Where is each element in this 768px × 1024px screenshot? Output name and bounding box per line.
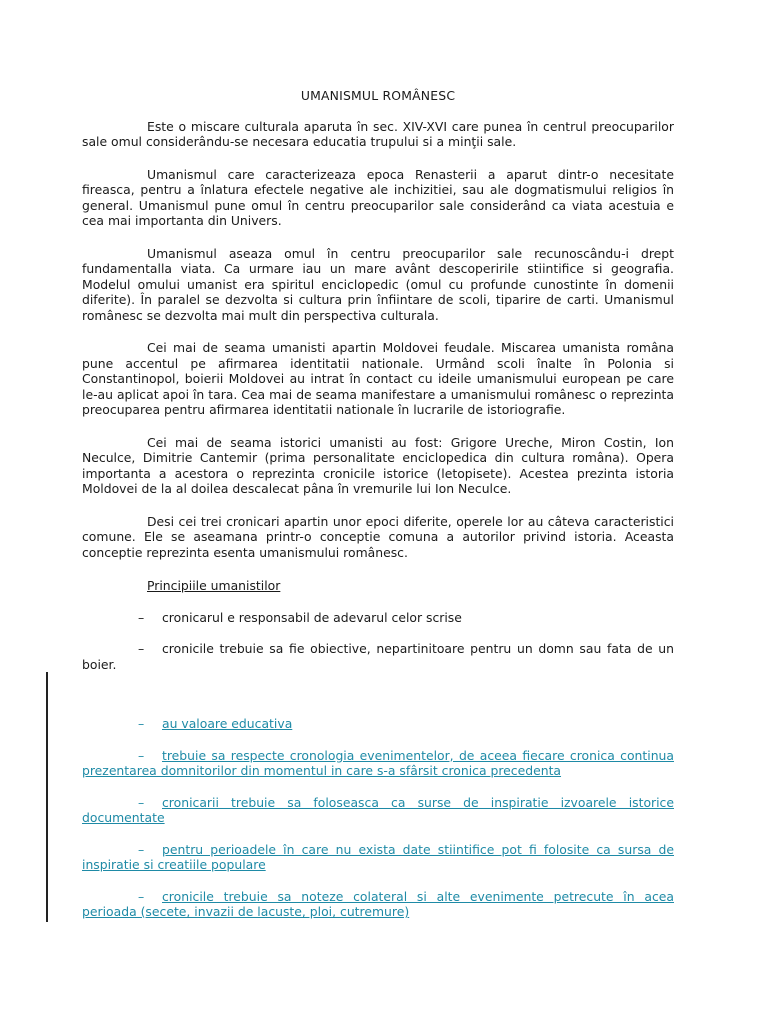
linked-principle-text[interactable]: trebuie sa respecte cronologia evenimentelor, de aceea fiecare cronica continua prezentarea domnitorilor din momentul in care s-a sfârsit cronica precedenta xyxy=(82,747,674,778)
principle-text: cronicarul e responsabil de adevarul celor scrise xyxy=(162,609,462,625)
linked-principle-text[interactable]: cronicarii trebuie sa foloseasca ca surse de inspiratie izvoarele istorice documentate xyxy=(82,794,674,825)
linked-principle-item[interactable] xyxy=(82,889,674,920)
dash-bullet: – xyxy=(138,841,145,857)
dash-bullet: – xyxy=(138,794,145,810)
linked-principle-item[interactable] xyxy=(82,716,674,732)
document-title: UMANISMUL ROMÂNESC xyxy=(300,88,456,103)
linked-principle-text[interactable]: pentru perioadele în care nu exista date stiintifice pot fi folosite ca sursa de inspiratie si creatiile populare xyxy=(82,841,674,872)
margin-change-bar xyxy=(46,672,48,922)
paragraph: Umanismul care caracterizeaza epoca Renasterii a aparut dintr-o necesitate fireasca, pentru a înlatura efectele negative ale inchizitiei, sau ale dogmatismului religios în general. Umanismul pune omul în centru preocuparilor sale considerând ca viata acestuia e cea mai importanta din Univers. xyxy=(82,166,674,228)
linked-principle-item[interactable] xyxy=(82,842,674,873)
dash-bullet: – xyxy=(138,747,145,763)
dash-bullet: – xyxy=(138,716,145,731)
paragraph: Cei mai de seama umanisti apartin Moldovei feudale. Miscarea umanista româna pune accentul pe afirmarea identitatii nationale. Urmând scoli înalte în Polonia si Constantinopol, boierii Moldovei au intrat în contact cu ideile umanismului european pe care le-au aplicat apoi în tara. Cea mai de seama manifestare a umanismului românesc o reprezinta preocuparea pentru afirmarea identitatii nationale în lucrarile de istoriografie. xyxy=(82,340,674,417)
linked-principles-list xyxy=(82,716,674,920)
linked-principle-item[interactable] xyxy=(82,795,674,826)
paragraph: Este o miscare culturala aparuta în sec. XIV-XVI care punea în centrul preocuparilor sale omul considerându-se necesara educatia trupului si a minţii sale. xyxy=(82,118,674,149)
linked-principle-text[interactable]: cronicile trebuie sa noteze colateral si alte evenimente petrecute în acea perioada (secete, invazii de lacuste, ploi, cutremure) xyxy=(82,888,674,919)
paragraph: Umanismul aseaza omul în centru preocuparilor sale recunoscându-i drept fundamentalla viata. Ca urmare iau un mare avânt descoperirile stiintifice si geografia. Modelul omului umanist era spiritul enciclopedic (omul cu profunde cunostinte în domenii diferite). În paralel se dezvolta si cultura prin înfiintare de scoli, tiparire de carti. Umanismul românesc se dezvolta mai mult din perspectiva culturala. xyxy=(82,245,674,323)
principle-text: cronicile trebuie sa fie obiective, nepartinitoare pentru un domn sau fata de un boier. xyxy=(82,641,674,672)
document-body xyxy=(82,88,674,936)
principles-heading: Principiile umanistilor xyxy=(147,578,281,593)
dash-bullet: – xyxy=(138,609,145,625)
paragraph: Cei mai de seama istorici umanisti au fost: Grigore Ureche, Miron Costin, Ion Neculce, Dimitrie Cantemir (prima personalitate enciclopedica din cultura româna). Opera importanta a acestora o reprezinta cronicile istorice (letopisete). Acestea prezinta istoria Moldovei de la al doilea descalecat pâna în vremurile lui Ion Neculce. xyxy=(82,434,674,496)
paragraph: Desi cei trei cronicari apartin unor epoci diferite, operele lor au câteva caracteristici comune. Ele se aseamana printr-o conceptie comuna a autorilor privind istoria. Aceasta conceptie reprezinta esenta umanismului românesc. xyxy=(82,513,674,560)
dash-bullet: – xyxy=(138,888,145,904)
principle-item xyxy=(82,610,674,626)
linked-principle-text[interactable]: au valoare educativa xyxy=(162,716,293,731)
principle-item xyxy=(82,641,674,672)
dash-bullet: – xyxy=(138,641,145,656)
linked-principle-item[interactable] xyxy=(82,748,674,779)
